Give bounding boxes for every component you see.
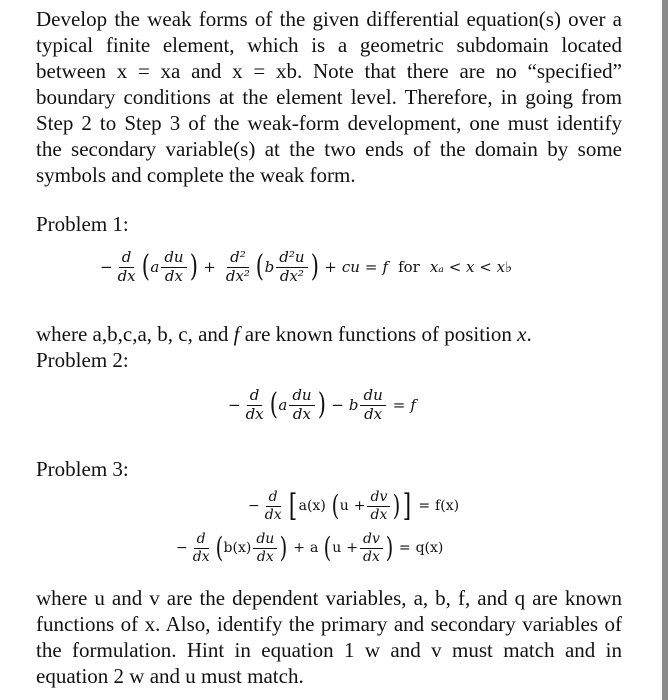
- eq2-b: b: [348, 396, 359, 415]
- eq3b-frac-d-dx: $\frac{d}{dx}$: [192, 531, 210, 565]
- eq1-frac-d2u-dx2: $\frac{\text{d²u}}{\text{dx²}}$: [276, 250, 307, 285]
- eq1-plus-2: +: [324, 258, 337, 277]
- problem1-note-end: .: [526, 322, 532, 346]
- eq3a-plus: +: [353, 498, 366, 515]
- eq1-b: b: [264, 258, 275, 277]
- eq2-frac-du-dx: $\frac{du}{dx}$: [289, 388, 314, 423]
- eq3a-fx: f(x): [435, 498, 460, 515]
- eq3b-plus-2: +: [346, 540, 359, 557]
- eq3b-bx: b(x): [223, 540, 252, 557]
- eq3b-equals: =: [398, 540, 411, 557]
- equation-3b: − $\frac{d}{dx}$ ( b(x) $\frac{du}{dx}$ ) + a ( u + $\frac{dv}{dx}$ ) = q(x): [176, 531, 444, 565]
- intro-paragraph: Develop the weak forms of the given differential equation(s) over a typical finite element, which is a geometric subdomain located between x = xa and x = xb. Note that there are no “specified” boundary conditions at the element level. Therefore, in going from Step 2 to Step 3 of the weak-form development, one must identify the secondary variable(s) at the two ends of the domain by some symbols and complete the weak form.: [36, 7, 622, 187]
- eq1-a: a: [150, 258, 160, 277]
- eq2-frac-du-dx-2: $\frac{du}{dx}$: [360, 388, 385, 423]
- eq2-f: f: [410, 396, 416, 415]
- eq3b-u: u: [332, 540, 342, 557]
- eq3a-ax: a(x): [298, 498, 326, 515]
- eq3b-frac-dv-dx: $\frac{dv}{dx}$: [360, 532, 383, 564]
- scrollbar[interactable]: [662, 0, 668, 700]
- eq1-frac-du-dx: $\frac{du}{dx}$: [161, 250, 186, 285]
- eq3a-frac-d-dx: $\frac{d}{dx}$: [264, 489, 282, 523]
- equation-1: − $\frac{d}{dx}$ ( a $\frac{du}{dx}$ ) + $\frac{\text{d²}}{\text{dx²}}$ ( b $\frac{\text{d²u}}{\text{dx²}}$ ) + cu = f for xₐ < x < x♭: [100, 248, 513, 285]
- problem3-label: Problem 3:: [36, 457, 129, 481]
- eq1-f: f: [382, 258, 389, 277]
- problem1-note-mid: are known functions of position: [239, 322, 518, 346]
- eq3a-equals: =: [418, 498, 431, 515]
- eq3b-qx: q(x): [415, 540, 444, 557]
- eq1-for: for: [398, 258, 420, 277]
- eq3b-plus: +: [293, 540, 305, 557]
- eq1-frac-d-dx: $\frac{d}{dx}$: [117, 248, 136, 285]
- eq3b-frac-du-dx: $\frac{du}{dx}$: [253, 532, 277, 564]
- eq2-minus-2: −: [331, 396, 344, 415]
- eq1-minus: −: [100, 258, 113, 277]
- eq1-cu: cu: [341, 258, 360, 277]
- eq1-frac-d2-dx2: $\frac{\text{d²}}{\text{dx²}}$: [225, 248, 250, 285]
- problem1-note-f: f: [233, 322, 240, 346]
- eq3a-frac-dv-dx: $\frac{dv}{dx}$: [367, 490, 390, 522]
- problem1-note-prefix: where a,b,c,a, b, c, and: [36, 322, 234, 346]
- problem1-note: [36, 321, 622, 347]
- eq3a-u: u: [339, 498, 349, 515]
- closing-paragraph: where u and v are the dependent variables, a, b, f, and q are known functions of x. Also, identify the primary and secondary variables of the formulation. Hint in equation 1 w and v must match and in equation 2 w and u must match.: [36, 586, 622, 688]
- equation-3a: − $\frac{d}{dx}$ [ a(x) ( u + $\frac{dv}{dx}$ ) ] = f(x): [248, 487, 460, 524]
- eq2-a: a: [278, 396, 288, 415]
- eq1-domain-range: xₐ < x < x♭: [429, 258, 513, 277]
- eq3b-minus: −: [176, 540, 188, 557]
- eq1-plus: +: [203, 258, 216, 277]
- eq3a-minus: −: [248, 498, 260, 515]
- eq3b-a: a: [309, 540, 319, 557]
- problem1-label: Problem 1:: [36, 212, 129, 236]
- eq2-equals: =: [392, 396, 406, 415]
- equation-2: − $\frac{d}{dx}$ ( a $\frac{du}{dx}$ ) − b $\frac{du}{dx}$ = f: [228, 386, 416, 423]
- eq1-equals: =: [364, 258, 378, 277]
- eq2-frac-d-dx: $\frac{d}{dx}$: [245, 386, 264, 423]
- problem2-label: Problem 2:: [36, 348, 129, 372]
- problem1-note-x: x: [517, 322, 527, 346]
- eq2-minus: −: [228, 396, 241, 415]
